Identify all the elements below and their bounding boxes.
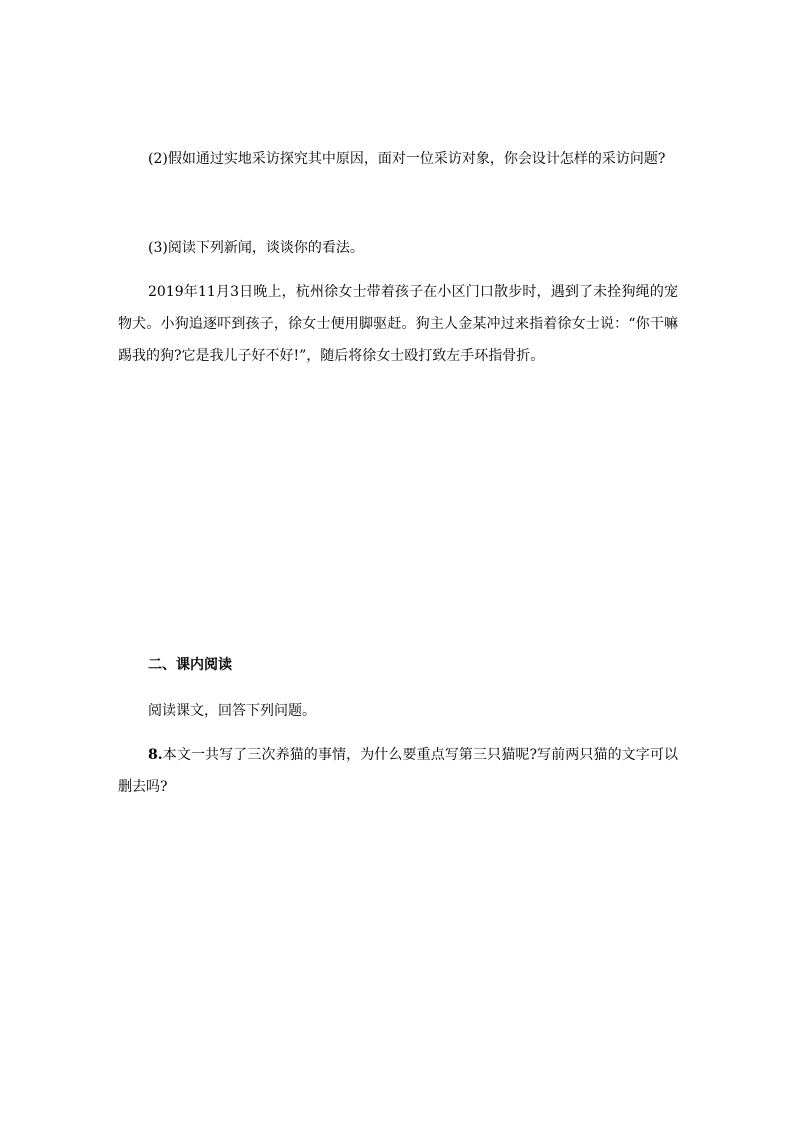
question-3: (3)阅读下列新闻，谈谈你的看法。 xyxy=(148,240,364,256)
question-2: (2)假如通过实地采访探究其中原因，面对一位采访对象，你会设计怎样的采访问题? xyxy=(148,151,666,167)
question-8-number: 8. xyxy=(148,747,163,763)
section-heading: 二、课内阅读 xyxy=(148,657,232,673)
question-8-text: 本文一共写了三次养猫的事情，为什么要重点写第三只猫呢?写前两只猫的文字可以删去吗? xyxy=(118,747,678,795)
instruction-text: 阅读课文，回答下列问题。 xyxy=(148,703,316,719)
news-paragraph: 2019年11月3日晚上，杭州徐女士带着孩子在小区门口散步时，遇到了未拴狗绳的宠物犬。小狗追逐吓到孩子，徐女士便用脚驱赶。狗主人金某冲过来指着徐女士说：“你干嘛踢我的狗?它是我儿子好不好!”，随后将徐女士殴打致左手环指骨折。 xyxy=(118,284,678,364)
question-8 xyxy=(118,739,678,803)
